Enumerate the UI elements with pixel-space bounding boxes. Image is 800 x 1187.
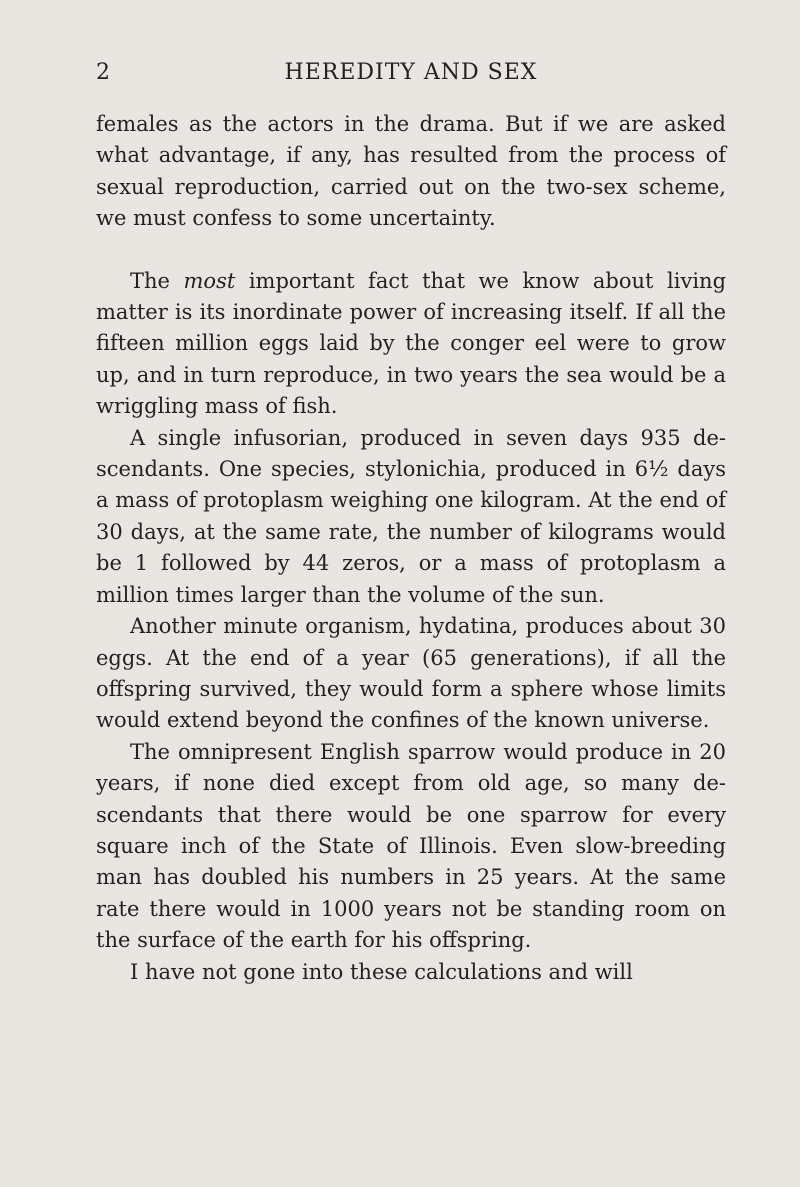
running-title: HEREDITY AND SEX <box>284 60 538 85</box>
paragraph-4-text: Another minute organism, hydatina, produces about 30 eggs. At the end of a year (65 generations), if all the offspring survived, they would form a sphere whose limits would extend beyond the confines of the known universe. <box>96 614 726 733</box>
paragraph-2-lead: The <box>130 268 184 293</box>
paragraph-2-text: important fact that we know about living matter is its inordinate power of increasing itself. If all the fifteen million eggs laid by the conger eel were to grow up, and in turn reproduce, in two years the sea would be a wriggling mass of fish. <box>96 268 727 419</box>
running-head <box>96 60 726 94</box>
paragraph-6-text: I have not gone into these calculations and will <box>130 959 633 984</box>
paragraph-6 <box>96 957 726 988</box>
paragraph-4 <box>96 611 726 737</box>
paragraph-5 <box>96 737 726 957</box>
body-text <box>96 109 726 988</box>
page-number: 2 <box>96 60 111 85</box>
paragraph-1-text: females as the actors in the drama. But if we are asked what advantage, if any, has resulted from the process of sexual reproduction, carried out on the two-sex scheme, we must confess to some uncertainty. <box>96 112 726 231</box>
paragraph-3 <box>96 423 726 611</box>
paragraph-3-text: A single infusorian, produced in seven days 935 descendants. One species, stylonichia, produced in 6½ days a mass of protoplasm weighing one kilogram. At the end of 30 days, at the same rate, the number of kilograms would be 1 followed by 44 zeros, or a mass of protoplasm a million times larger than the volume of the sun. <box>96 425 726 607</box>
paragraph-2 <box>96 266 726 423</box>
paragraph-2-emphasis: most <box>183 268 236 293</box>
paragraph-1 <box>96 109 726 235</box>
paragraph-5-text: The omnipresent English sparrow would produce in 20 years, if none died except from old age, so many descendants that there would be one sparrow for every square inch of the State of Illinois. Even slow-breeding man has doubled his numbers in 25 years. At the same rate there would in 1000 years not be standing room on the surface of the earth for his offspring. <box>96 739 726 953</box>
